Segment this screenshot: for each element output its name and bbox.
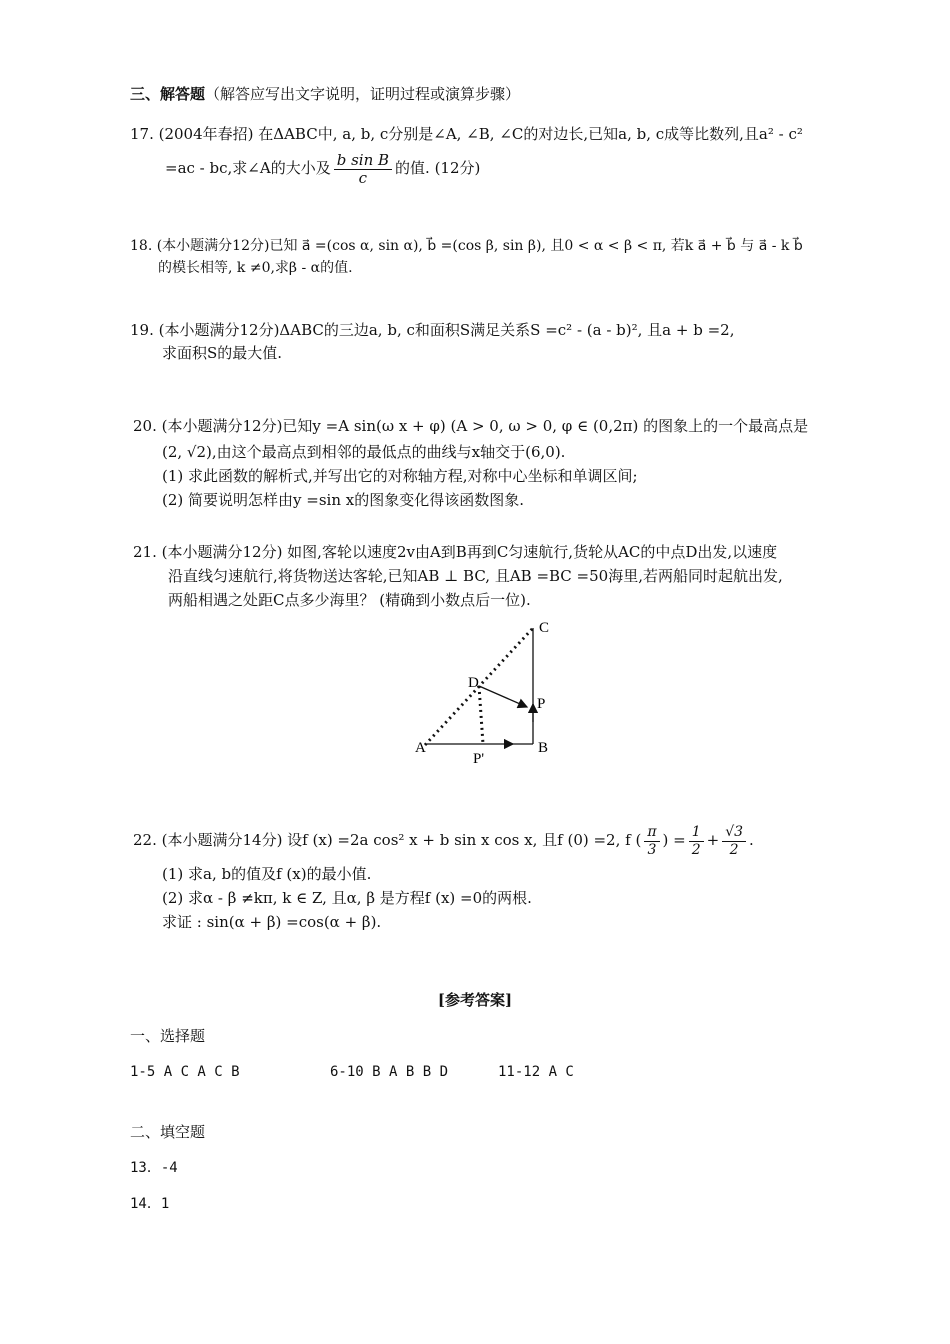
dp-arrow bbox=[479, 686, 527, 707]
label-p: P bbox=[537, 696, 546, 712]
q22-frac-sqrt3 bbox=[722, 824, 746, 859]
q22-sqrt-num: √3 bbox=[722, 824, 746, 842]
answer-14: 14．1 bbox=[130, 1196, 170, 1212]
q17-line2-post: 的值. (12分) bbox=[395, 159, 481, 177]
mc-answers-2: 6-10 B A B B D bbox=[330, 1064, 449, 1080]
q22-frac-pi3 bbox=[644, 824, 659, 859]
q20-line2: (2, √2),由这个最高点到相邻的最低点的曲线与x轴交于(6,0). bbox=[162, 443, 566, 461]
q21-line3: 两船相遇之处距C点多少海里？ (精确到小数点后一位). bbox=[168, 591, 531, 609]
q22-half-num: 1 bbox=[689, 824, 704, 842]
label-c: C bbox=[539, 620, 550, 636]
q17-line2 bbox=[165, 150, 480, 187]
q22-line1-pre: 22. (本小题满分14分) 设f (x) =2a cos² x + b sin x cos x, 且f (0) =2, f ( bbox=[133, 831, 642, 849]
q22-mid: ) = bbox=[662, 831, 686, 849]
dp-prime-dotted bbox=[479, 686, 483, 744]
label-d: D bbox=[468, 675, 479, 691]
q17-fraction bbox=[334, 152, 392, 187]
q20-line1: 20. (本小题满分12分)已知y =A sin(ω x + φ) (A > 0, ω > 0, φ ∈ (0,2π) 的图象上的一个最高点是 bbox=[133, 417, 809, 435]
q18-line1: 18. (本小题满分12分)已知 a⃗ =(cos α, sin α), b⃗ =(cos β, sin β), 且0 < α < β < π, 若k a⃗ + b⃗ 与 a⃗ - k b⃗ bbox=[130, 238, 803, 254]
q22-pi-num: π bbox=[644, 824, 659, 842]
label-p-prime: P' bbox=[473, 751, 485, 767]
mc-answers-1: 1-5 A C A C B bbox=[130, 1064, 240, 1080]
q21-line1: 21. (本小题满分12分) 如图,客轮以速度2v由A到B再到C匀速航行,货轮从AC的中点D出发,以速度 bbox=[133, 543, 778, 561]
q17-line2-pre: =ac - bc,求∠A的大小及 bbox=[165, 159, 331, 177]
q19-line1: 19. (本小题满分12分)ΔABC的三边a, b, c和面积S满足关系S =c² - (a - b)², 且a + b =2, bbox=[130, 321, 735, 339]
q22-frac-half bbox=[689, 824, 704, 859]
q21-diagram bbox=[405, 612, 575, 772]
answer-13: 13．-4 bbox=[130, 1160, 178, 1176]
section-heading bbox=[130, 84, 520, 104]
answers-title: [参考答案] bbox=[437, 991, 513, 1009]
q19-line2: 求面积S的最大值. bbox=[162, 344, 283, 362]
q22-line3: (2) 求α - β ≠kπ, k ∈ Z, 且α, β 是方程f (x) =0的两根. bbox=[162, 889, 532, 907]
q22-pi-den: 3 bbox=[647, 841, 657, 858]
q21-line2: 沿直线匀速航行,将货物送达客轮,已知AB ⊥ BC, 且AB =BC =50海里,若两船同时起航出发, bbox=[168, 567, 783, 585]
section-note: （解答应写出文字说明，证明过程或演算步骤） bbox=[205, 85, 521, 103]
q22-line1 bbox=[133, 820, 754, 860]
q22-half-den: 2 bbox=[691, 841, 701, 858]
q17-frac-den: c bbox=[358, 168, 368, 187]
q17-frac-num: b sin B bbox=[334, 152, 392, 170]
q22-line2: (1) 求a, b的值及f (x)的最小值. bbox=[162, 865, 372, 883]
q22-line4: 求证 : sin(α + β) =cos(α + β). bbox=[162, 913, 382, 931]
q20-line3: (1) 求此函数的解析式,并写出它的对称轴方程,对称中心坐标和单调区间; bbox=[162, 467, 638, 485]
q22-end: . bbox=[749, 831, 754, 849]
q22-sqrt-den: 2 bbox=[729, 841, 739, 858]
mc-answers-3: 11-12 A C bbox=[498, 1064, 574, 1080]
q18-line2: 的模长相等, k ≠0,求β - α的值. bbox=[158, 260, 353, 276]
fill-heading: 二、填空题 bbox=[130, 1123, 206, 1141]
q17-line1: 17. (2004年春招) 在ΔABC中, a, b, c分别是∠A, ∠B, ∠C的对边长,已知a, b, c成等比数列,且a² - c² bbox=[130, 125, 803, 143]
label-a: A bbox=[415, 740, 426, 756]
label-b: B bbox=[538, 740, 549, 756]
section-title: 三、解答题 bbox=[130, 85, 206, 103]
mc-heading: 一、选择题 bbox=[130, 1027, 206, 1045]
q20-line4: (2) 简要说明怎样由y =sin x的图象变化得该函数图象. bbox=[162, 491, 524, 509]
q22-plus: + bbox=[706, 831, 720, 849]
